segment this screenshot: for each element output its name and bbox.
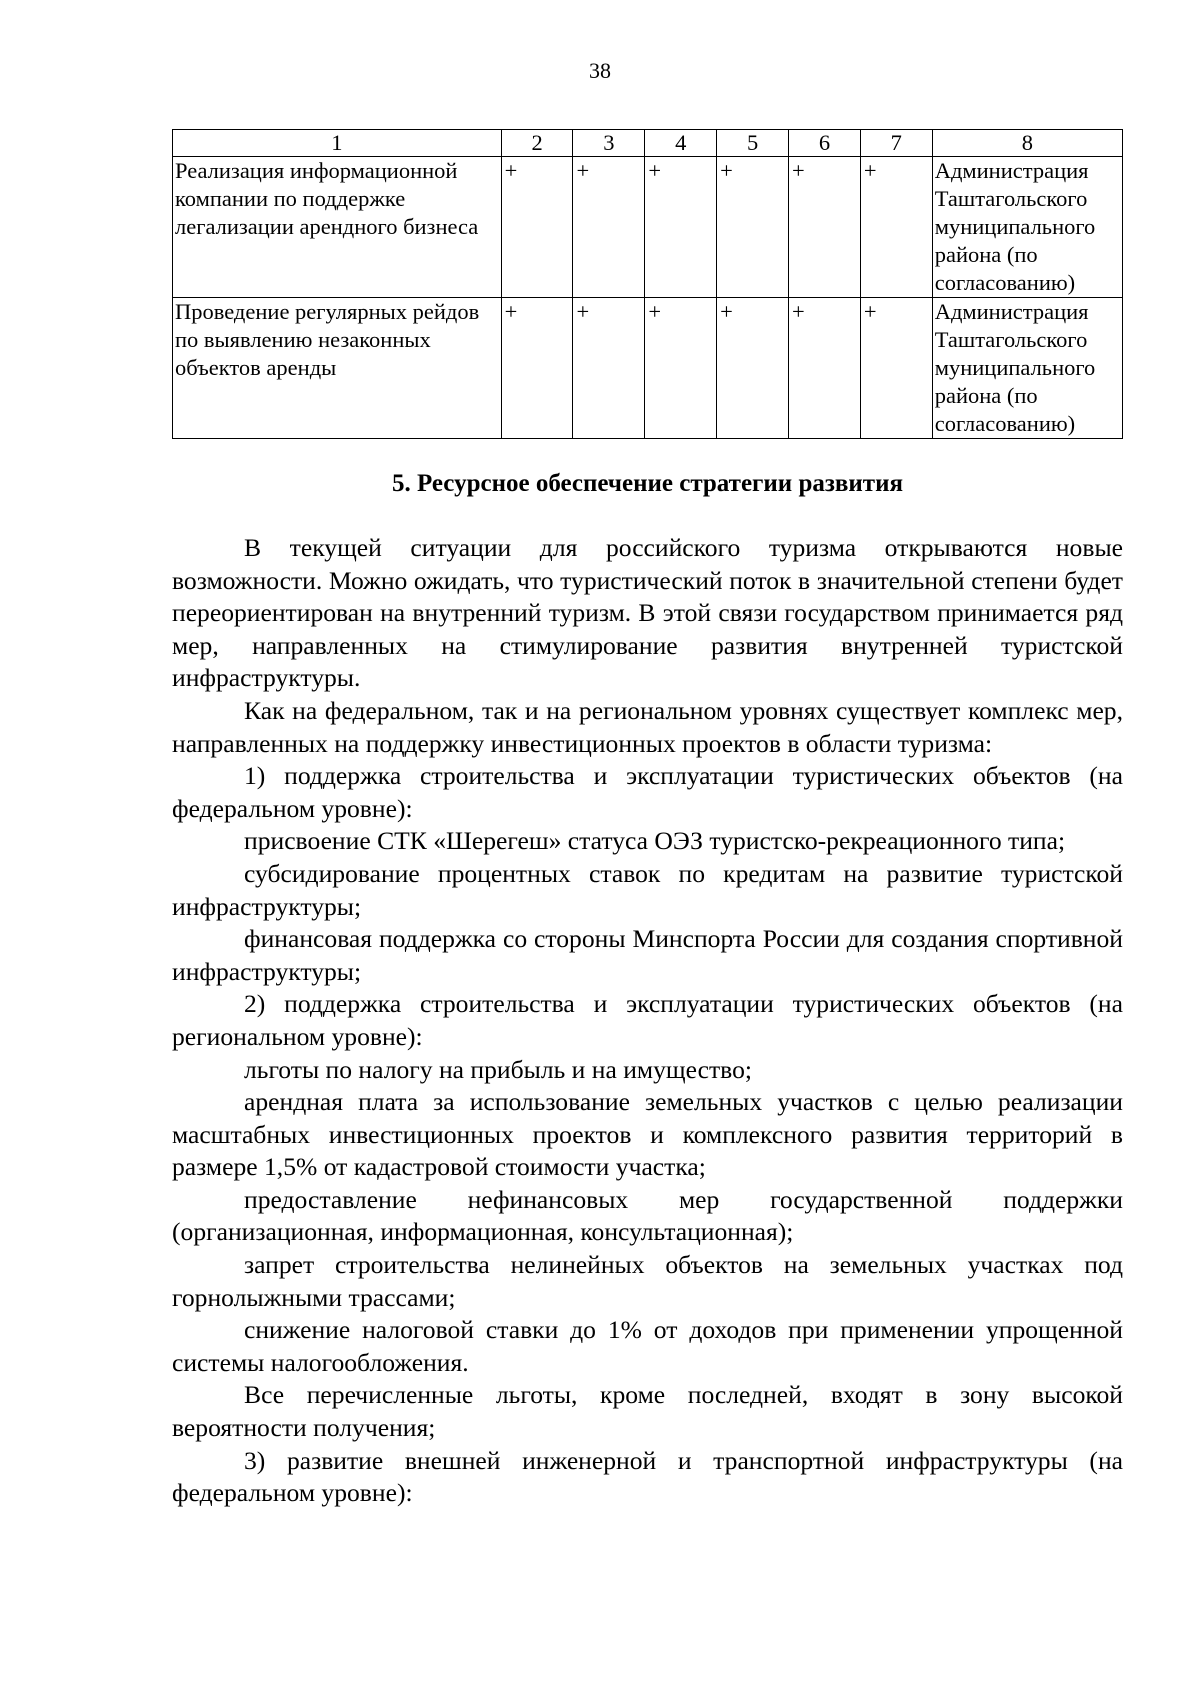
table-row bbox=[173, 157, 1123, 298]
mark-cell: + bbox=[501, 157, 573, 298]
paragraph: финансовая поддержка со стороны Минспорта России для создания спортивной инфраструктуры; bbox=[172, 924, 1123, 986]
mark-cell: + bbox=[645, 157, 717, 298]
paragraph: 2) поддержка строительства и эксплуатации туристических объектов (на региональном уровне): bbox=[172, 989, 1123, 1051]
mark-cell: + bbox=[501, 298, 573, 439]
table-header-row bbox=[173, 130, 1123, 157]
mark-cell: + bbox=[645, 298, 717, 439]
header-cell: 4 bbox=[645, 130, 717, 157]
paragraph: льготы по налогу на прибыль и на имущество; bbox=[244, 1054, 752, 1084]
paragraph: субсидирование процентных ставок по кредитам на развитие туристской инфраструктуры; bbox=[172, 858, 1123, 921]
paragraph: запрет строительства нелинейных объектов на земельных участках под горнолыжными трассами; bbox=[172, 1250, 1123, 1312]
header-cell: 5 bbox=[717, 130, 789, 157]
responsible-cell: Администрация Таштагольского муниципального района (по согласованию) bbox=[932, 157, 1122, 298]
activity-cell: Реализация информационной компании по поддержке легализации арендного бизнеса bbox=[173, 157, 502, 298]
header-cell: 6 bbox=[789, 130, 861, 157]
mark-cell: + bbox=[789, 157, 861, 298]
paragraph: снижение налоговой ставки до 1% от доходов при применении упрощенной системы налогообложения. bbox=[172, 1315, 1123, 1377]
paragraph: 1) поддержка строительства и эксплуатации туристических объектов (на федеральном уровне): bbox=[172, 761, 1123, 823]
mark-cell: + bbox=[789, 298, 861, 439]
paragraph: Все перечисленные льготы, кроме последней, входят в зону высокой вероятности получения; bbox=[172, 1380, 1123, 1443]
mark-cell: + bbox=[717, 298, 789, 439]
section-title: 5. Ресурсное обеспечение стратегии развития bbox=[391, 470, 904, 497]
paragraph: Как на федеральном, так и на региональном уровнях существует комплекс мер, направленных на поддержку инвестиционных проектов в области туризма: bbox=[172, 695, 1123, 758]
mark-cell: + bbox=[573, 298, 645, 439]
mark-cell: + bbox=[573, 157, 645, 298]
activity-cell: Проведение регулярных рейдов по выявлению незаконных объектов аренды bbox=[173, 298, 502, 439]
paragraph: В текущей ситуации для российского туризма открываются новые возможности. Можно ожидать, что туристический поток в значительной степени будет переориентирован на внутренний туризм. В этой связи государством принимается ряд мер, направленных на стимулирование развития внутренней туристской инфраструктуры. bbox=[172, 533, 1123, 693]
paragraph: предоставление нефинансовых мер государственной поддержки (организационная, информационная, консультационная); bbox=[172, 1184, 1123, 1247]
mark-cell: + bbox=[860, 157, 932, 298]
header-cell: 2 bbox=[501, 130, 573, 157]
paragraph: арендная плата за использование земельных участков с целью реализации масштабных инвестиционных проектов и комплексного развития территорий в размере 1,5% от кадастровой стоимости участка; bbox=[172, 1087, 1123, 1182]
header-cell: 1 bbox=[173, 130, 502, 157]
header-cell: 8 bbox=[932, 130, 1122, 157]
header-cell: 7 bbox=[860, 130, 932, 157]
measures-table bbox=[172, 129, 1123, 439]
header-cell: 3 bbox=[573, 130, 645, 157]
page-number: 38 bbox=[589, 58, 611, 83]
paragraph: 3) развитие внешней инженерной и транспортной инфраструктуры (на федеральном уровне): bbox=[172, 1445, 1123, 1508]
body-text bbox=[172, 532, 1123, 1510]
paragraph: присвоение СТК «Шерегеш» статуса ОЭЗ туристско-рекреационного типа; bbox=[244, 826, 1066, 856]
responsible-cell: Администрация Таштагольского муниципального района (по согласованию) bbox=[932, 298, 1122, 439]
table-row bbox=[173, 298, 1123, 439]
mark-cell: + bbox=[717, 157, 789, 298]
mark-cell: + bbox=[860, 298, 932, 439]
